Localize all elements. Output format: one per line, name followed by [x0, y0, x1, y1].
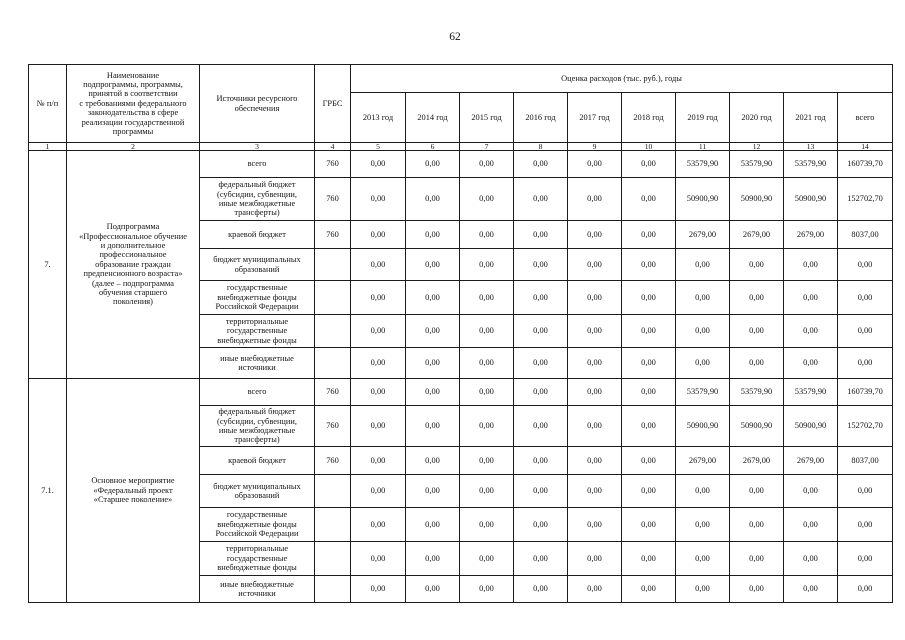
- grbs-cell: [315, 475, 351, 508]
- column-number: 6: [406, 143, 460, 151]
- total-value-cell: 0,00: [838, 475, 893, 508]
- total-value-cell: 0,00: [838, 508, 893, 542]
- year-value-cell: 0,00: [730, 249, 784, 281]
- header-grbs: ГРБС: [315, 65, 351, 143]
- year-value-cell: 0,00: [730, 576, 784, 603]
- total-value-cell: 160739,70: [838, 151, 893, 178]
- year-value-cell: 2679,00: [784, 221, 838, 249]
- header-total: всего: [838, 93, 893, 143]
- year-value-cell: 0,00: [568, 447, 622, 475]
- year-value-cell: 0,00: [460, 475, 514, 508]
- column-number: 13: [784, 143, 838, 151]
- funding-source-cell: федеральный бюджет (субсидии, субвенции, иные межбюджетные трансферты): [200, 178, 315, 221]
- year-value-cell: 0,00: [514, 249, 568, 281]
- year-value-cell: 0,00: [351, 406, 406, 447]
- total-value-cell: 0,00: [838, 315, 893, 348]
- year-value-cell: 0,00: [514, 379, 568, 406]
- column-number: 12: [730, 143, 784, 151]
- page-number: 62: [449, 31, 461, 43]
- year-value-cell: 0,00: [568, 249, 622, 281]
- year-value-cell: 0,00: [622, 348, 676, 379]
- year-value-cell: 2679,00: [676, 221, 730, 249]
- year-value-cell: 0,00: [514, 406, 568, 447]
- total-value-cell: 8037,00: [838, 221, 893, 249]
- year-value-cell: 0,00: [460, 348, 514, 379]
- year-value-cell: 0,00: [568, 406, 622, 447]
- table-row: [29, 379, 893, 406]
- year-value-cell: 0,00: [514, 315, 568, 348]
- year-value-cell: 0,00: [622, 178, 676, 221]
- year-value-cell: 0,00: [676, 542, 730, 576]
- year-value-cell: 0,00: [351, 475, 406, 508]
- total-value-cell: 8037,00: [838, 447, 893, 475]
- year-value-cell: 0,00: [784, 475, 838, 508]
- year-value-cell: 0,00: [568, 542, 622, 576]
- year-value-cell: 0,00: [568, 379, 622, 406]
- grbs-cell: 760: [315, 221, 351, 249]
- year-value-cell: 0,00: [676, 281, 730, 315]
- column-number: 1: [29, 143, 67, 151]
- total-value-cell: 160739,70: [838, 379, 893, 406]
- funding-source-cell: государственные внебюджетные фонды Российской Федерации: [200, 281, 315, 315]
- funding-source-cell: государственные внебюджетные фонды Российской Федерации: [200, 508, 315, 542]
- header-expense-estimate: Оценка расходов (тыс. руб.), годы: [351, 65, 893, 93]
- total-value-cell: 0,00: [838, 249, 893, 281]
- year-value-cell: 0,00: [351, 576, 406, 603]
- row-number-cell: 7.: [29, 151, 67, 379]
- year-value-cell: 0,00: [351, 447, 406, 475]
- funding-source-cell: краевой бюджет: [200, 447, 315, 475]
- year-value-cell: 0,00: [406, 178, 460, 221]
- year-value-cell: 0,00: [784, 348, 838, 379]
- year-value-cell: 0,00: [568, 348, 622, 379]
- year-value-cell: 0,00: [622, 379, 676, 406]
- year-value-cell: 50900,90: [784, 406, 838, 447]
- column-number: 14: [838, 143, 893, 151]
- header-program-name: Наименование подпрограммы, программы, принятой в соответствии с требованиями федерального законодательства в сфере реализации государственной программы: [67, 65, 200, 143]
- header-row: [29, 65, 893, 93]
- year-value-cell: 0,00: [460, 576, 514, 603]
- funding-source-cell: территориальные государственные внебюджетные фонды: [200, 542, 315, 576]
- grbs-cell: [315, 348, 351, 379]
- funding-source-cell: иные внебюджетные источники: [200, 348, 315, 379]
- year-value-cell: 0,00: [406, 475, 460, 508]
- year-value-cell: 0,00: [406, 281, 460, 315]
- budget-table: [28, 64, 893, 603]
- column-number: 2: [67, 143, 200, 151]
- year-value-cell: 50900,90: [730, 178, 784, 221]
- year-value-cell: 0,00: [406, 508, 460, 542]
- table-body: [29, 151, 893, 603]
- year-value-cell: 0,00: [460, 178, 514, 221]
- year-value-cell: 0,00: [622, 475, 676, 508]
- year-value-cell: 0,00: [460, 281, 514, 315]
- year-value-cell: 0,00: [514, 508, 568, 542]
- header-year: 2015 год: [460, 93, 514, 143]
- grbs-cell: [315, 542, 351, 576]
- year-value-cell: 0,00: [568, 281, 622, 315]
- header-year: 2016 год: [514, 93, 568, 143]
- header-year: 2014 год: [406, 93, 460, 143]
- year-value-cell: 0,00: [514, 348, 568, 379]
- year-value-cell: 0,00: [622, 281, 676, 315]
- year-value-cell: 2679,00: [676, 447, 730, 475]
- year-value-cell: 0,00: [514, 281, 568, 315]
- funding-source-cell: всего: [200, 379, 315, 406]
- year-value-cell: 0,00: [351, 151, 406, 178]
- funding-source-cell: бюджет муниципальных образований: [200, 249, 315, 281]
- grbs-cell: [315, 281, 351, 315]
- year-value-cell: 0,00: [406, 221, 460, 249]
- year-value-cell: 0,00: [730, 475, 784, 508]
- year-value-cell: 0,00: [514, 221, 568, 249]
- column-numbers-row: [29, 143, 893, 151]
- year-value-cell: 0,00: [514, 542, 568, 576]
- grbs-cell: [315, 508, 351, 542]
- grbs-cell: 760: [315, 447, 351, 475]
- year-value-cell: 0,00: [514, 447, 568, 475]
- column-number: 9: [568, 143, 622, 151]
- year-value-cell: 0,00: [460, 379, 514, 406]
- year-value-cell: 0,00: [622, 315, 676, 348]
- grbs-cell: [315, 315, 351, 348]
- program-name-cell: Подпрограмма «Профессиональное обучение и дополнительное профессиональное образование граждан предпенсионного возраста» (далее – подпрограмма обучения старшего поколения): [67, 151, 200, 379]
- year-value-cell: 0,00: [514, 178, 568, 221]
- year-value-cell: 0,00: [568, 576, 622, 603]
- year-value-cell: 0,00: [460, 249, 514, 281]
- year-value-cell: 50900,90: [784, 178, 838, 221]
- header-row-number: № п/п: [29, 65, 67, 143]
- year-value-cell: 0,00: [676, 348, 730, 379]
- year-value-cell: 0,00: [351, 249, 406, 281]
- year-value-cell: 0,00: [568, 221, 622, 249]
- year-value-cell: 53579,90: [730, 379, 784, 406]
- year-value-cell: 0,00: [406, 315, 460, 348]
- funding-source-cell: всего: [200, 151, 315, 178]
- year-value-cell: 2679,00: [730, 447, 784, 475]
- header-year: 2021 год: [784, 93, 838, 143]
- year-value-cell: 53579,90: [784, 151, 838, 178]
- grbs-cell: 760: [315, 178, 351, 221]
- year-value-cell: 0,00: [622, 221, 676, 249]
- total-value-cell: 0,00: [838, 281, 893, 315]
- year-value-cell: 0,00: [460, 151, 514, 178]
- year-value-cell: 0,00: [622, 249, 676, 281]
- total-value-cell: 0,00: [838, 542, 893, 576]
- funding-source-cell: бюджет муниципальных образований: [200, 475, 315, 508]
- year-value-cell: 0,00: [351, 281, 406, 315]
- column-number: 7: [460, 143, 514, 151]
- column-number: 8: [514, 143, 568, 151]
- column-number: 4: [315, 143, 351, 151]
- year-value-cell: 53579,90: [730, 151, 784, 178]
- column-number: 5: [351, 143, 406, 151]
- year-value-cell: 0,00: [460, 406, 514, 447]
- year-value-cell: 0,00: [730, 281, 784, 315]
- total-value-cell: 0,00: [838, 348, 893, 379]
- year-value-cell: 0,00: [406, 542, 460, 576]
- year-value-cell: 0,00: [730, 542, 784, 576]
- year-value-cell: 0,00: [406, 348, 460, 379]
- year-value-cell: 0,00: [784, 281, 838, 315]
- funding-source-cell: краевой бюджет: [200, 221, 315, 249]
- year-value-cell: 0,00: [568, 475, 622, 508]
- year-value-cell: 0,00: [730, 315, 784, 348]
- year-value-cell: 0,00: [676, 249, 730, 281]
- year-value-cell: 50900,90: [676, 406, 730, 447]
- grbs-cell: 760: [315, 406, 351, 447]
- year-value-cell: 0,00: [406, 576, 460, 603]
- header-year: 2019 год: [676, 93, 730, 143]
- year-value-cell: 0,00: [568, 178, 622, 221]
- year-value-cell: 0,00: [351, 315, 406, 348]
- table-row: [29, 151, 893, 178]
- year-value-cell: 0,00: [406, 379, 460, 406]
- year-value-cell: 0,00: [676, 475, 730, 508]
- year-value-cell: 53579,90: [676, 379, 730, 406]
- year-value-cell: 0,00: [460, 221, 514, 249]
- year-value-cell: 0,00: [784, 508, 838, 542]
- header-funding-sources: Источники ресурсного обеспечения: [200, 65, 315, 143]
- header-year: 2018 год: [622, 93, 676, 143]
- year-value-cell: 50900,90: [730, 406, 784, 447]
- year-value-cell: 0,00: [406, 249, 460, 281]
- year-value-cell: 0,00: [514, 151, 568, 178]
- year-value-cell: 0,00: [406, 447, 460, 475]
- column-number: 10: [622, 143, 676, 151]
- year-value-cell: 0,00: [784, 315, 838, 348]
- year-value-cell: 0,00: [568, 151, 622, 178]
- year-value-cell: 0,00: [351, 178, 406, 221]
- year-value-cell: 0,00: [784, 542, 838, 576]
- year-value-cell: 0,00: [406, 151, 460, 178]
- grbs-cell: [315, 576, 351, 603]
- year-value-cell: 0,00: [460, 542, 514, 576]
- header-year: 2013 год: [351, 93, 406, 143]
- funding-source-cell: федеральный бюджет (субсидии, субвенции, иные межбюджетные трансферты): [200, 406, 315, 447]
- year-value-cell: 0,00: [730, 348, 784, 379]
- year-value-cell: 0,00: [460, 447, 514, 475]
- column-number: 3: [200, 143, 315, 151]
- year-value-cell: 2679,00: [730, 221, 784, 249]
- year-value-cell: 0,00: [351, 348, 406, 379]
- year-value-cell: 0,00: [622, 406, 676, 447]
- total-value-cell: 152702,70: [838, 178, 893, 221]
- year-value-cell: 0,00: [406, 406, 460, 447]
- year-value-cell: 0,00: [676, 508, 730, 542]
- table-header: [29, 65, 893, 151]
- year-value-cell: 0,00: [514, 475, 568, 508]
- year-value-cell: 0,00: [460, 315, 514, 348]
- year-value-cell: 50900,90: [676, 178, 730, 221]
- year-value-cell: 0,00: [622, 447, 676, 475]
- year-value-cell: 0,00: [351, 542, 406, 576]
- grbs-cell: 760: [315, 379, 351, 406]
- row-number-cell: 7.1.: [29, 379, 67, 603]
- year-value-cell: 0,00: [351, 221, 406, 249]
- funding-source-cell: иные внебюджетные источники: [200, 576, 315, 603]
- year-value-cell: 53579,90: [676, 151, 730, 178]
- year-value-cell: 0,00: [622, 508, 676, 542]
- total-value-cell: 0,00: [838, 576, 893, 603]
- header-year: 2017 год: [568, 93, 622, 143]
- funding-source-cell: территориальные государственные внебюджетные фонды: [200, 315, 315, 348]
- year-value-cell: 0,00: [676, 315, 730, 348]
- header-year: 2020 год: [730, 93, 784, 143]
- total-value-cell: 152702,70: [838, 406, 893, 447]
- year-value-cell: 0,00: [568, 508, 622, 542]
- year-value-cell: 0,00: [460, 508, 514, 542]
- year-value-cell: 0,00: [730, 508, 784, 542]
- year-value-cell: 0,00: [622, 151, 676, 178]
- program-name-cell: Основное мероприятие «Федеральный проект «Старшее поколение»: [67, 379, 200, 603]
- year-value-cell: 0,00: [622, 542, 676, 576]
- year-value-cell: 0,00: [622, 576, 676, 603]
- column-number: 11: [676, 143, 730, 151]
- year-value-cell: 0,00: [514, 576, 568, 603]
- year-value-cell: 2679,00: [784, 447, 838, 475]
- year-value-cell: 0,00: [784, 576, 838, 603]
- year-value-cell: 0,00: [568, 315, 622, 348]
- year-value-cell: 0,00: [351, 508, 406, 542]
- year-value-cell: 0,00: [784, 249, 838, 281]
- year-value-cell: 53579,90: [784, 379, 838, 406]
- year-value-cell: 0,00: [676, 576, 730, 603]
- year-value-cell: 0,00: [351, 379, 406, 406]
- grbs-cell: 760: [315, 151, 351, 178]
- grbs-cell: [315, 249, 351, 281]
